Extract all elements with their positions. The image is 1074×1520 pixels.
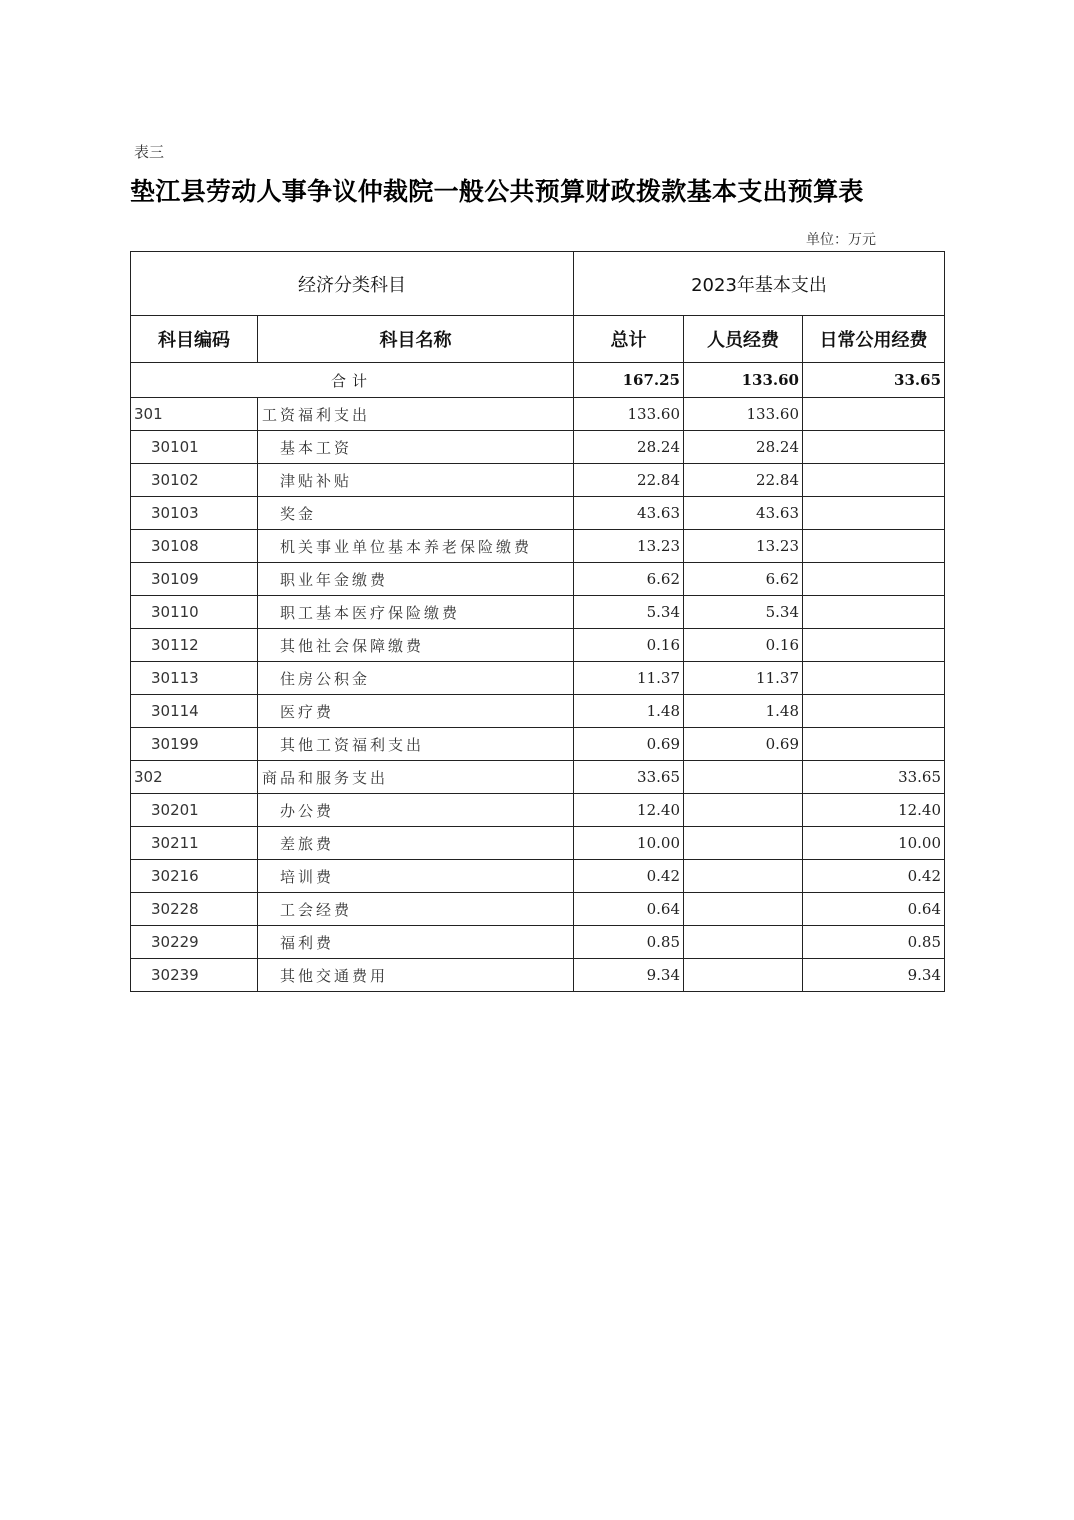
table-row	[131, 596, 945, 629]
page-title: 垫江县劳动人事争议仲裁院一般公共预算财政拨款基本支出预算表	[130, 177, 864, 206]
row-name: 培训费	[258, 860, 574, 893]
row-code: 30113	[131, 662, 258, 695]
row-total: 0.64	[574, 893, 684, 926]
row-total: 33.65	[574, 761, 684, 794]
row-code: 30239	[131, 959, 258, 992]
row-personnel: 5.34	[684, 596, 803, 629]
row-code: 30199	[131, 728, 258, 761]
row-public	[803, 629, 945, 662]
row-name: 职业年金缴费	[258, 563, 574, 596]
row-personnel: 13.23	[684, 530, 803, 563]
row-public: 10.00	[803, 827, 945, 860]
row-personnel: 6.62	[684, 563, 803, 596]
table-row	[131, 530, 945, 563]
row-public: 0.64	[803, 893, 945, 926]
row-personnel: 28.24	[684, 431, 803, 464]
row-name: 办公费	[258, 794, 574, 827]
row-name: 医疗费	[258, 695, 574, 728]
row-public: 12.40	[803, 794, 945, 827]
total-total: 167.25	[574, 363, 684, 398]
row-total: 0.69	[574, 728, 684, 761]
table-row	[131, 464, 945, 497]
row-personnel: 0.16	[684, 629, 803, 662]
row-code: 30229	[131, 926, 258, 959]
row-public	[803, 398, 945, 431]
row-code: 30112	[131, 629, 258, 662]
row-name: 工会经费	[258, 893, 574, 926]
header-name: 科目名称	[258, 316, 574, 363]
row-name: 奖金	[258, 497, 574, 530]
row-total: 0.42	[574, 860, 684, 893]
table-row	[131, 695, 945, 728]
row-total: 13.23	[574, 530, 684, 563]
row-public: 0.85	[803, 926, 945, 959]
row-total: 133.60	[574, 398, 684, 431]
table-row	[131, 959, 945, 992]
row-total: 28.24	[574, 431, 684, 464]
row-public	[803, 662, 945, 695]
row-public	[803, 695, 945, 728]
table-row	[131, 728, 945, 761]
table-row	[131, 398, 945, 431]
header-personnel: 人员经费	[684, 316, 803, 363]
row-name: 工资福利支出	[258, 398, 574, 431]
row-name: 福利费	[258, 926, 574, 959]
budget-table	[130, 251, 945, 992]
table-label: 表三	[134, 143, 165, 161]
row-public	[803, 728, 945, 761]
row-code: 30228	[131, 893, 258, 926]
row-personnel	[684, 860, 803, 893]
row-code: 30101	[131, 431, 258, 464]
row-personnel	[684, 959, 803, 992]
row-public	[803, 530, 945, 563]
header-total: 总计	[574, 316, 684, 363]
row-personnel: 1.48	[684, 695, 803, 728]
row-total: 9.34	[574, 959, 684, 992]
row-public	[803, 431, 945, 464]
row-personnel	[684, 794, 803, 827]
row-public	[803, 464, 945, 497]
header-public: 日常公用经费	[803, 316, 945, 363]
row-public	[803, 497, 945, 530]
row-code: 30108	[131, 530, 258, 563]
total-label: 合计	[131, 363, 574, 398]
row-total: 12.40	[574, 794, 684, 827]
row-total: 0.85	[574, 926, 684, 959]
row-total: 1.48	[574, 695, 684, 728]
row-code: 30216	[131, 860, 258, 893]
row-name: 差旅费	[258, 827, 574, 860]
row-total: 10.00	[574, 827, 684, 860]
row-name: 津贴补贴	[258, 464, 574, 497]
table-row	[131, 662, 945, 695]
table-row	[131, 827, 945, 860]
table-row	[131, 893, 945, 926]
row-public	[803, 563, 945, 596]
total-public: 33.65	[803, 363, 945, 398]
row-code: 30103	[131, 497, 258, 530]
row-personnel	[684, 761, 803, 794]
row-total: 11.37	[574, 662, 684, 695]
table-row	[131, 629, 945, 662]
header-year-expense: 2023年基本支出	[574, 252, 945, 316]
table-row	[131, 761, 945, 794]
row-name: 其他工资福利支出	[258, 728, 574, 761]
row-code: 30102	[131, 464, 258, 497]
row-public: 33.65	[803, 761, 945, 794]
row-code: 30211	[131, 827, 258, 860]
row-personnel: 22.84	[684, 464, 803, 497]
row-name: 机关事业单位基本养老保险缴费	[258, 530, 574, 563]
table-row	[131, 431, 945, 464]
row-public	[803, 596, 945, 629]
table-row	[131, 794, 945, 827]
row-total: 43.63	[574, 497, 684, 530]
unit-note: 单位：万元	[806, 232, 876, 248]
row-personnel	[684, 926, 803, 959]
row-code: 30201	[131, 794, 258, 827]
row-name: 基本工资	[258, 431, 574, 464]
table-row	[131, 563, 945, 596]
total-personnel: 133.60	[684, 363, 803, 398]
row-name: 职工基本医疗保险缴费	[258, 596, 574, 629]
table-row	[131, 926, 945, 959]
row-public: 9.34	[803, 959, 945, 992]
total-row	[131, 363, 945, 398]
row-name: 其他社会保障缴费	[258, 629, 574, 662]
row-personnel	[684, 827, 803, 860]
row-code: 30114	[131, 695, 258, 728]
row-total: 5.34	[574, 596, 684, 629]
header-econ-class: 经济分类科目	[131, 252, 574, 316]
row-personnel	[684, 893, 803, 926]
row-total: 6.62	[574, 563, 684, 596]
row-code: 301	[131, 398, 258, 431]
table-row	[131, 497, 945, 530]
row-name: 其他交通费用	[258, 959, 574, 992]
header-code: 科目编码	[131, 316, 258, 363]
row-personnel: 11.37	[684, 662, 803, 695]
row-code: 30109	[131, 563, 258, 596]
row-code: 30110	[131, 596, 258, 629]
row-total: 22.84	[574, 464, 684, 497]
row-public: 0.42	[803, 860, 945, 893]
row-personnel: 133.60	[684, 398, 803, 431]
row-name: 住房公积金	[258, 662, 574, 695]
table-row	[131, 860, 945, 893]
row-name: 商品和服务支出	[258, 761, 574, 794]
row-total: 0.16	[574, 629, 684, 662]
row-code: 302	[131, 761, 258, 794]
row-personnel: 0.69	[684, 728, 803, 761]
row-personnel: 43.63	[684, 497, 803, 530]
